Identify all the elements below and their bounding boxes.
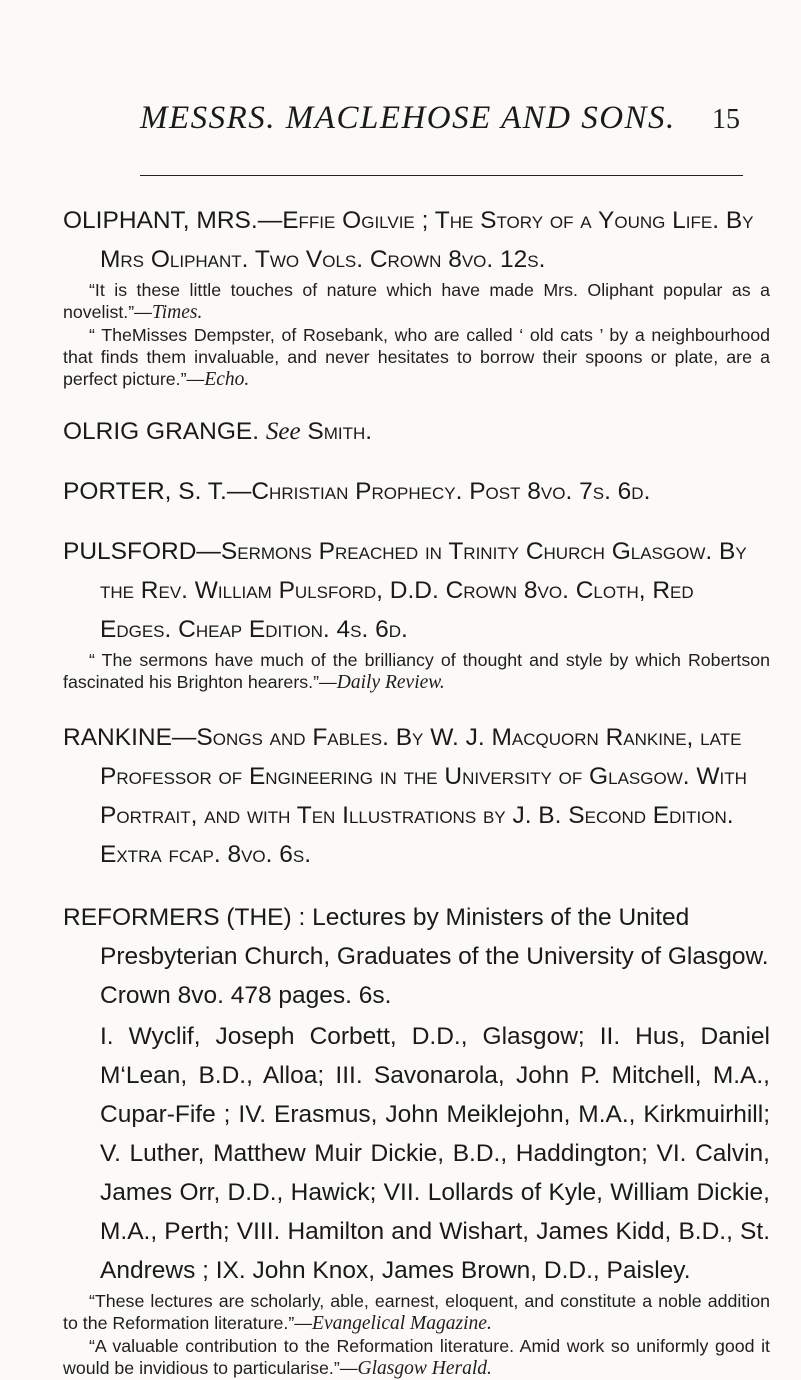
entry-description: Smith.	[300, 418, 373, 445]
review-source: Daily Review.	[336, 672, 445, 693]
entry-head: OLIPHANT, MRS.	[63, 207, 258, 234]
entry-head: OLRIG GRANGE.	[63, 418, 260, 445]
entry-description: —Effie Ogilvie ; The Story of a Young Life. By Mrs Oliphant. Two Vols. Crown 8vo. 12s.	[100, 207, 754, 273]
entry-main	[63, 412, 770, 451]
lecture-list: I. Wyclif, Joseph Corbett, D.D., Glasgow; II. Hus, Daniel M‘Lean, B.D., Alloa; III. Savonarola, John P. Mitchell, M.A., Cupar-Fife ; IV. Erasmus, John Meiklejohn, M.A., Kirkmuirhill; V. Luther, Matthew Muir Dickie, B.D., Haddington; VI. Calvin, James Orr, D.D., Hawick; VII. Lollards of Kyle, William Dickie, M.A., Perth; VIII. Hamilton and Wishart, James Kidd, B.D., St. Andrews ; IX. John Knox, James Brown, D.D., Paisley.	[100, 1023, 770, 1284]
running-head	[140, 100, 740, 160]
review-source: Echo.	[204, 369, 250, 390]
entry-oliphant	[63, 201, 770, 391]
entry-main	[63, 472, 770, 511]
entry-main	[63, 201, 770, 279]
entry-description: —Sermons Preached in Trinity Church Glasgow. By the Rev. William Pulsford, D.D. Crown 8vo. Cloth, Red Edges. Cheap Edition. 4s. 6d.	[100, 538, 747, 643]
running-title: MESSRS. MACLEHOSE AND SONS.	[140, 100, 676, 136]
entry-description: —Songs and Fables. By W. J. Macquorn Rankine, late Professor of Engineering in the University of Glasgow. With Portrait, and with Ten Illustrations by J. B. Second Edition. Extra fcap. 8vo. 6s.	[100, 724, 747, 868]
entry-head: PULSFORD	[63, 538, 197, 565]
entry-main	[63, 718, 770, 874]
header-rule	[140, 175, 743, 176]
page-number: 15	[712, 104, 740, 135]
review-quote: “These lectures are scholarly, able, earnest, eloquent, and constitute a noble addition to the Reformation literature.”—Evangelical Magazine.	[63, 1291, 770, 1334]
entry-porter	[63, 472, 770, 511]
entry-head: REFORMERS (THE)	[63, 904, 292, 931]
see-reference: See	[265, 418, 301, 445]
review-quote: “It is these little touches of nature which have made Mrs. Oliphant popular as a novelist.”—Times.	[63, 280, 770, 323]
entry-reformers	[63, 898, 770, 1380]
review-quote: “ TheMisses Dempster, of Rosebank, who are called ‘ old cats ’ by a neighbourhood that finds them invaluable, and never hesitates to borrow their spoons or plate, are a perfect picture.”—Echo.	[63, 325, 770, 390]
entry-rankine	[63, 718, 770, 874]
entry-olrig-grange	[63, 412, 770, 451]
entry-pulsford	[63, 532, 770, 694]
review-quote: “ The sermons have much of the brilliancy of thought and style by which Robertson fascinated his Brighton hearers.”—Daily Review.	[63, 650, 770, 693]
entry-main	[63, 898, 770, 1015]
entry-main	[63, 532, 770, 649]
review-source: Times.	[151, 302, 203, 323]
review-quote: “A valuable contribution to the Reformation literature. Amid work so uniformly good it would be invidious to particularise.”—Glasgow Herald.	[63, 1336, 770, 1379]
catalogue-entries	[63, 201, 770, 1380]
entry-description: —Christian Prophecy. Post 8vo. 7s. 6d.	[226, 478, 651, 505]
review-source: Evangelical Magazine.	[312, 1313, 492, 1334]
entry-description: : Lectures by Ministers of the United Presbyterian Church, Graduates of the University of Glasgow. Crown 8vo. 478 pages. 6s.	[100, 904, 769, 1009]
entry-head: PORTER, S. T.	[63, 478, 227, 505]
review-source: Glasgow Herald.	[357, 1358, 492, 1379]
entry-head: RANKINE	[63, 724, 172, 751]
